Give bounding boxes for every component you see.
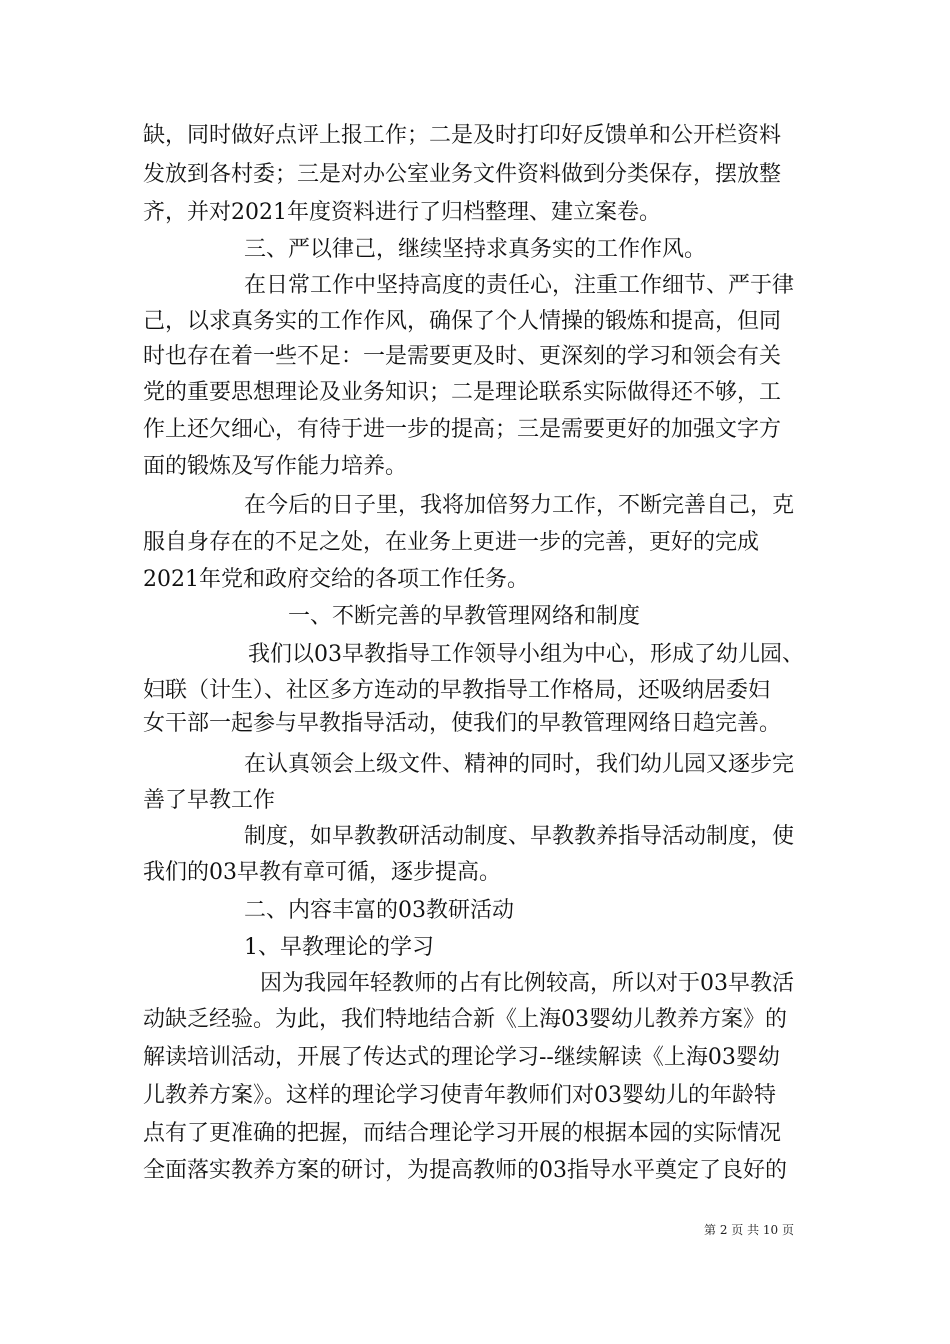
text-line: 我们以03早教指导工作领导小组为中心，形成了幼儿园、 — [248, 642, 804, 667]
text-line: 善了早教工作 — [143, 788, 276, 813]
text-line: 妇联（计生）、社区多方连动的早教指导工作格局，还吸纳居委妇 — [143, 678, 771, 703]
text-line: 齐，并对2021年度资料进行了归档整理、建立案卷。 — [143, 200, 661, 225]
text-line: 点有了更准确的把握，而结合理论学习开展的根据本园的实际情况 — [143, 1121, 782, 1146]
text-line: 在日常工作中坚持高度的责任心，注重工作细节、严于律 — [244, 273, 795, 298]
section-heading: 一、不断完善的早教管理网络和制度 — [288, 604, 641, 629]
text-line: 己，以求真务实的工作作风，确保了个人情操的锻炼和提高，但同 — [143, 309, 782, 334]
text-line: 我们的03早教有章可循，逐步提高。 — [143, 860, 501, 885]
text-line: 制度，如早教教研活动制度、早教教养指导活动制度，使 — [244, 824, 795, 849]
subsection-heading: 1、早教理论的学习 — [244, 935, 434, 960]
page-footer: 第 2 页 共 10 页 — [704, 1223, 794, 1237]
text-line: 缺，同时做好点评上报工作；二是及时打印好反馈单和公开栏资料 — [143, 123, 782, 148]
text-line: 服自身存在的不足之处，在业务上更进一步的完善，更好的完成 — [143, 530, 760, 555]
text-line: 时也存在着一些不足：一是需要更及时、更深刻的学习和领会有关 — [143, 344, 782, 369]
text-line: 作上还欠细心，有待于进一步的提高；三是需要更好的加强文字方 — [143, 417, 782, 442]
text-line: 女干部一起参与早教指导活动，使我们的早教管理网络日趋完善。 — [143, 711, 782, 736]
section-heading: 三、严以律己，继续坚持求真务实的工作作风。 — [244, 237, 707, 262]
text-line: 解读培训活动，开展了传达式的理论学习--继续解读《上海03婴幼 — [143, 1045, 780, 1070]
text-line: 发放到各村委；三是对办公室业务文件资料做到分类保存，摆放整 — [143, 162, 782, 187]
text-line: 在认真领会上级文件、精神的同时，我们幼儿园又逐步完 — [244, 752, 795, 777]
text-line: 全面落实教养方案的研讨，为提高教师的03指导水平奠定了良好的 — [143, 1158, 787, 1183]
text-line: 动缺乏经验。为此，我们特地结合新《上海03婴幼儿教养方案》的 — [143, 1007, 787, 1032]
text-line: 儿教养方案》。这样的理论学习使青年教师们对03婴幼儿的年龄特 — [143, 1083, 776, 1108]
text-line: 2021年党和政府交给的各项工作任务。 — [143, 567, 529, 592]
text-line: 因为我园年轻教师的占有比例较高，所以对于03早教活 — [260, 971, 794, 996]
section-heading: 二、内容丰富的03教研活动 — [244, 898, 514, 923]
text-line: 党的重要思想理论及业务知识；二是理论联系实际做得还不够，工 — [143, 380, 782, 405]
text-line: 面的锻炼及写作能力培养。 — [143, 454, 408, 479]
text-line: 在今后的日子里，我将加倍努力工作，不断完善自己，克 — [244, 493, 795, 518]
